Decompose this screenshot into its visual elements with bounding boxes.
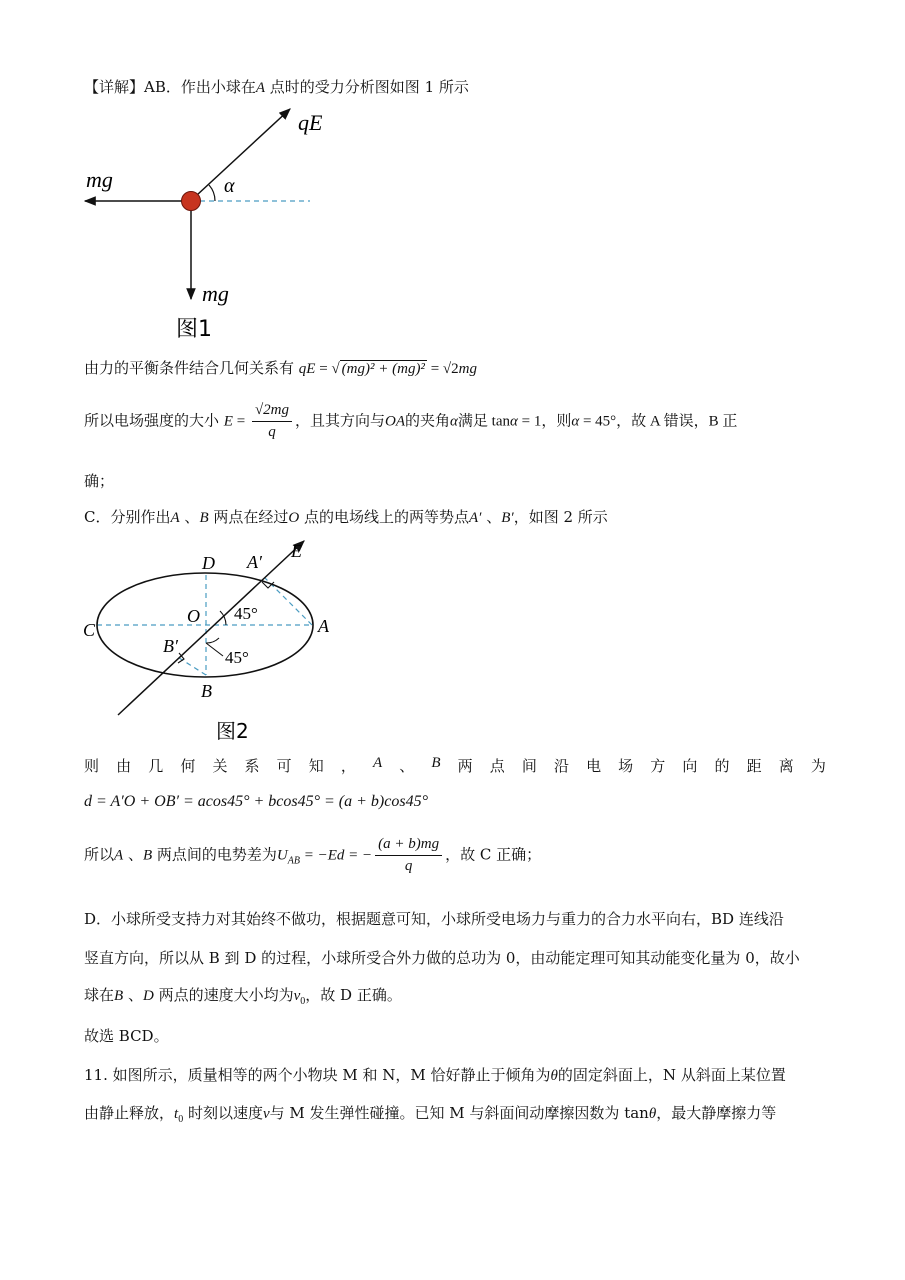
dashed-B-Bprime	[176, 656, 206, 675]
text: 由力的平衡条件结合几何关系有	[84, 359, 295, 377]
text: ，故 D 正确。	[305, 986, 402, 1004]
var-mg: mg	[458, 361, 477, 377]
text: 点时的受力分析图如图 1 所示	[265, 78, 469, 96]
text: 点的电场线上的两等势点	[299, 508, 470, 526]
text: 、	[179, 508, 200, 526]
caption-fig2: 图2	[216, 719, 249, 743]
line-3	[84, 402, 737, 441]
var-B-prime: B′	[501, 510, 514, 526]
subscript-AB: AB	[287, 855, 300, 867]
equals: =	[315, 361, 332, 377]
line-6-char: 电	[586, 757, 602, 775]
line-6-char: 点	[489, 757, 505, 775]
line-6-char: 向	[682, 757, 698, 775]
text: 时刻以速度	[183, 1104, 263, 1122]
text: 两点在经过	[208, 508, 289, 526]
line-6-char: 沿	[553, 757, 569, 775]
figure-1	[70, 100, 350, 345]
equals-root2: = √2	[426, 361, 459, 377]
line-6-char: A	[372, 755, 383, 771]
label-O: O	[187, 606, 200, 626]
text: 所以	[84, 845, 115, 864]
text: 由静止释放，	[84, 1104, 175, 1122]
line-6-char: B	[431, 755, 441, 771]
var-A-prime: A′	[469, 510, 482, 526]
denominator: q	[268, 424, 276, 440]
line-6-char: 两	[457, 757, 473, 775]
label-45-lower: 45°	[225, 648, 249, 667]
line-6-char: 距	[746, 757, 762, 775]
line-8	[84, 836, 541, 875]
equation-d: d = A′O + OB′ = acos45° + bcos45° = (a + b)cos45°	[84, 793, 428, 810]
text: 、	[123, 986, 143, 1004]
label-B: B	[201, 681, 212, 701]
var-OA: OA	[385, 413, 406, 430]
var-A: A	[114, 847, 124, 864]
text: = 45°，故 A 错误，B 正	[579, 413, 738, 430]
line-6-char: 系	[244, 757, 260, 775]
label-mg-down: mg	[202, 281, 229, 306]
var-E: E	[223, 413, 233, 430]
text: 两点间的电势差为	[152, 845, 277, 864]
label-qE: qE	[298, 110, 323, 135]
var-A: A	[255, 80, 266, 96]
equals: =	[232, 413, 249, 430]
label-45-upper: 45°	[234, 604, 258, 623]
var-qE: qE	[298, 361, 316, 377]
text: C．分别作出	[84, 508, 171, 526]
line-1	[84, 76, 469, 97]
var-B: B	[142, 847, 153, 864]
text: 、	[481, 508, 502, 526]
line-13	[84, 1064, 786, 1085]
text: 确；	[84, 472, 115, 490]
label-A-prime: A′	[247, 552, 262, 572]
text: 、	[123, 845, 143, 864]
label-A: A	[318, 616, 329, 636]
label-B-prime: B′	[163, 636, 178, 656]
label-E: E	[291, 541, 302, 561]
radicand: (mg)² + (mg)²	[341, 361, 425, 377]
line-6-char: 知	[308, 757, 324, 775]
label-C: C	[83, 620, 96, 640]
line-6-char: 可	[276, 757, 292, 775]
angle-arc	[209, 185, 215, 201]
line-6-char: 何	[180, 757, 196, 775]
var-U: U	[276, 847, 288, 864]
line-10	[84, 947, 800, 968]
var-t: t	[174, 1106, 179, 1122]
line-6-char: 间	[521, 757, 537, 775]
line-6	[84, 755, 826, 776]
caption-fig1: 图1	[176, 317, 212, 342]
label-alpha: α	[224, 175, 235, 197]
text: 所以电场强度的大小	[84, 411, 220, 430]
text: 两点的速度大小均为	[153, 986, 294, 1004]
text: 球在	[84, 986, 115, 1004]
line-6-char: 方	[650, 757, 666, 775]
text: ，故 C 正确；	[445, 845, 542, 864]
var-theta: θ	[550, 1068, 558, 1084]
line-9	[84, 908, 784, 929]
var-B: B	[114, 988, 124, 1004]
text: D．小球所受支持力对其始终不做功，根据题意可知，小球所受电场力与重力的合力水平向右，BD 连线沿	[84, 910, 784, 928]
var-B: B	[199, 510, 209, 526]
var-v: v	[293, 988, 301, 1004]
denominator: q	[404, 858, 413, 874]
line-6-char: 则	[84, 757, 100, 775]
text: 满足 tan	[457, 413, 510, 430]
line-6-char: 几	[148, 757, 164, 775]
subscript-0: 0	[178, 1114, 184, 1125]
sqrt-symbol: √	[331, 361, 340, 377]
text: 11. 如图所示，质量相等的两个小物块 M 和 N，M 恰好静止于倾角为	[84, 1066, 551, 1084]
label-D: D	[202, 553, 215, 573]
text: ，如图 2 所示	[513, 508, 608, 526]
var-v: v	[262, 1106, 270, 1122]
var-O: O	[288, 510, 300, 526]
line-4	[84, 470, 114, 491]
var-alpha: α	[510, 413, 518, 430]
line-12	[84, 1025, 169, 1046]
line-6-char: 的	[714, 757, 730, 775]
var-alpha: α	[571, 413, 580, 430]
arrow-qE	[197, 109, 290, 195]
line-6-char: 为	[810, 757, 826, 775]
numerator: √2mg	[252, 402, 292, 422]
line-14	[84, 1102, 776, 1125]
text: 与 M 发生弹性碰撞。已知 M 与斜面间动摩擦因数为 tan	[269, 1104, 649, 1122]
line-6-char: ，	[340, 757, 356, 775]
line-6-char: 离	[778, 757, 794, 775]
var-A: A	[170, 510, 180, 526]
text: 的夹角	[405, 411, 451, 430]
var-alpha: α	[450, 413, 458, 430]
line-5	[84, 506, 608, 527]
text: ，最大静摩擦力等	[656, 1104, 777, 1122]
subscript-0: 0	[300, 996, 306, 1007]
text: 【详解】AB．作出小球在	[84, 78, 256, 96]
line-6-char: 由	[116, 757, 132, 775]
text: ，且其方向与	[295, 411, 386, 430]
line-7	[84, 793, 428, 811]
ball	[182, 192, 201, 211]
line-6-char: 、	[399, 757, 415, 775]
label-mg-left: mg	[86, 167, 113, 192]
equation: = −Ed = −	[299, 847, 373, 864]
var-D: D	[142, 988, 154, 1004]
pointer-45-lower	[206, 643, 223, 656]
line-6-char: 场	[618, 757, 634, 775]
line-2	[84, 357, 477, 378]
numerator: (a + b)mg	[375, 836, 442, 856]
text: = 1，则	[517, 413, 572, 430]
text: 的固定斜面上，N 从斜面上某位置	[557, 1066, 786, 1084]
var-theta: θ	[648, 1106, 657, 1122]
fraction-U	[375, 836, 442, 875]
dashed-A-Aprime	[265, 578, 312, 625]
text: 故选 BCD。	[84, 1027, 169, 1045]
angle-arc-lower	[206, 638, 219, 643]
fraction-E	[252, 402, 292, 441]
line-11	[84, 984, 402, 1007]
figure-2	[80, 535, 350, 750]
text: 竖直方向，所以从 B 到 D 的过程，小球所受合外力做的总功为 0，由动能定理可知其动能变化量为 0，故小	[84, 949, 800, 967]
line-6-char: 关	[212, 757, 228, 775]
